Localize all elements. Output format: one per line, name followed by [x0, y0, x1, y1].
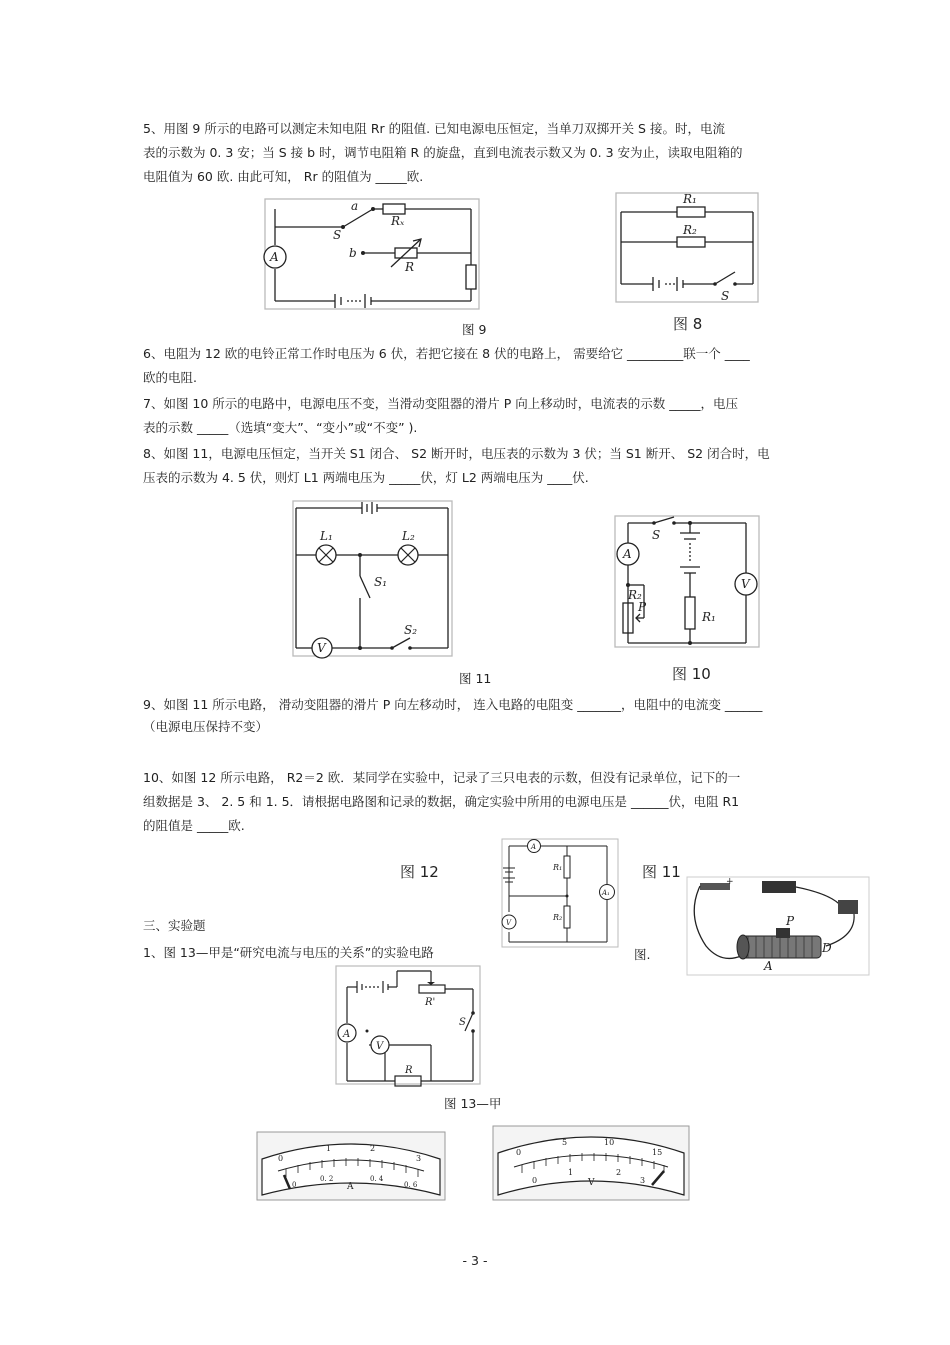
figure-11-circuit-lamps	[292, 500, 454, 658]
voltmeter-bottom-0: 0	[532, 1176, 538, 1185]
fig9-ammeter-label: A	[270, 250, 279, 264]
q6-line2: 欧的电阻.	[143, 370, 197, 385]
section-3-title: 三、实验题	[143, 918, 206, 933]
ammeter-dial	[256, 1131, 446, 1201]
figure-10-caption: 图 10	[672, 665, 711, 683]
fig12-voltmeter-label: V	[506, 919, 512, 927]
fig11a-label-l1: L₁	[320, 529, 333, 543]
q5-line2: 表的示数为 0. 3 安；当 S 接 b 时，调节电阻箱 R 的旋盘，直到电流表示数又为 0. 3 安为止，读取电阻箱的	[143, 145, 743, 160]
fig11b-label-d: D	[822, 941, 832, 955]
q7-line1: 7、如图 10 所示的电路中，电源电压不变，当滑动变阻器的滑片 P 向上移动时，电流表的示数 _____，电压	[143, 396, 739, 411]
fig12-ammeter1-label: A₁	[602, 889, 610, 897]
ammeter-unit: A	[347, 1182, 354, 1192]
fig11b-label-a: A	[764, 959, 773, 973]
fig11b-label-p: P	[786, 914, 795, 928]
page-number: - 3 -	[462, 1253, 488, 1268]
figure-11-caption: 图 11	[459, 671, 492, 686]
voltmeter-top-0: 0	[516, 1148, 522, 1157]
fig12-label-r1: R₁	[553, 863, 563, 872]
fig9-label-a: a	[351, 199, 359, 213]
fig11a-label-s2: S₂	[404, 623, 418, 637]
fig10-label-s: S	[652, 528, 661, 542]
figure-12-circuit	[501, 838, 619, 948]
ammeter-bottom-2: 0. 4	[370, 1175, 384, 1183]
fig13-ammeter-label: A	[343, 1029, 351, 1040]
figure-9-caption: 图 9	[462, 322, 487, 337]
ammeter-top-0: 0	[278, 1154, 284, 1163]
figure-8-circuit	[615, 192, 760, 304]
q10-line1: 10、如图 12 所示电路， R2＝2 欧．某同学在实验中，记录了三只电表的示数，但没有记录单位，记下的一	[143, 770, 741, 785]
figure-13-caption: 图 13—甲	[444, 1096, 502, 1111]
fig10-label-r1: R₁	[702, 610, 716, 624]
figure-11b-rheostat	[686, 876, 870, 976]
ammeter-bottom-3: 0. 6	[404, 1181, 418, 1189]
fig13-label-r: R	[405, 1065, 413, 1076]
fig12-label-r2: R₂	[553, 913, 563, 922]
ammeter-bottom-1: 0. 2	[320, 1175, 334, 1183]
q6-line1: 6、电阻为 12 欧的电铃正常工作时电压为 6 伏，若把它接在 8 伏的电路上， 需要给它 _________联一个 ____	[143, 346, 750, 361]
fig8-label-r1: R₁	[683, 192, 697, 206]
fig11a-voltmeter-label: V	[317, 641, 326, 655]
q9-line1: 9、如图 11 所示电路， 滑动变阻器的滑片 P 向左移动时， 连入电路的电阻变 _______，电阻中的电流变 ______	[143, 697, 763, 712]
ammeter-top-3: 3	[416, 1154, 422, 1163]
voltmeter-bottom-1: 1	[568, 1168, 574, 1177]
fig13-label-rprime: R'	[425, 997, 436, 1008]
ammeter-top-1: 1	[326, 1144, 332, 1153]
fig9-label-b: b	[349, 246, 357, 260]
q9-line2: （电源电压保持不变）	[143, 719, 269, 734]
voltmeter-unit: V	[588, 1178, 595, 1188]
figure-12-caption: 图 12	[400, 863, 439, 881]
figure-8-caption: 图 8	[673, 315, 703, 333]
q5-line1: 5、用图 9 所示的电路可以测定未知电阻 Rr 的阻值. 已知电源电压恒定，当单刀双掷开关 S 接。时，电流	[143, 121, 725, 136]
fig10-ammeter-label: A	[623, 547, 632, 561]
voltmeter-top-2: 10	[604, 1138, 615, 1147]
fig11a-label-s1: S₁	[374, 575, 388, 589]
section-3-q1: 1、图 13—甲是“研究电流与电压的关系”的实验电路	[143, 945, 434, 960]
q10-line2: 组数据是 3、 2. 5 和 1. 5．请根据电路图和记录的数据，确定实验中所用的电源电压是 ______伏，电阻 R1	[143, 794, 740, 809]
fig11a-label-l2: L₂	[402, 529, 415, 543]
fig8-label-r2: R₂	[683, 223, 697, 237]
figure-13-circuit	[335, 965, 481, 1085]
voltmeter-bottom-2: 2	[616, 1168, 622, 1177]
fig12-ammeter-label: A	[531, 843, 537, 851]
figure-11b-caption: 图 11	[642, 863, 681, 881]
fig13-label-s: S	[459, 1017, 466, 1028]
figure-10-circuit	[614, 515, 761, 649]
fig9-label-r: R	[405, 260, 415, 274]
fig8-label-s: S	[721, 289, 730, 303]
ammeter-bottom-0: 0	[292, 1181, 297, 1189]
fig9-label-s: S	[333, 228, 342, 242]
fig11b-plus-label: +	[726, 877, 734, 887]
q8-line2: 压表的示数为 4. 5 伏，则灯 L1 两端电压为 _____伏，灯 L2 两端电压为 ____伏.	[143, 470, 589, 485]
q10-line3: 的阻值是 _____欧.	[143, 818, 245, 833]
fig10-label-p: P	[638, 600, 647, 614]
q7-line2: 表的示数 _____（选填“变大”、“变小”或“不变” ).	[143, 420, 418, 435]
q5-line3: 电阻值为 60 欧. 由此可知， Rr 的阻值为 _____欧.	[143, 169, 424, 184]
voltmeter-top-3: 15	[652, 1148, 663, 1157]
fig13-voltmeter-label: V	[376, 1041, 384, 1052]
voltmeter-bottom-3: 3	[640, 1176, 646, 1185]
voltmeter-top-1: 5	[562, 1138, 568, 1147]
q8-line1: 8、如图 11，电源电压恒定，当开关 S1 闭合、 S2 断开时，电压表的示数为 3 伏；当 S1 断开、 S2 闭合时，电	[143, 446, 770, 461]
voltmeter-dial	[492, 1125, 690, 1201]
fig9-label-rx: Rₓ	[391, 214, 405, 228]
fig10-label-r2: R₂	[628, 588, 642, 602]
section-3-q1-end: 图.	[634, 947, 651, 962]
ammeter-top-2: 2	[370, 1144, 376, 1153]
fig10-voltmeter-label: V	[741, 577, 750, 591]
figure-9-circuit	[263, 197, 483, 312]
